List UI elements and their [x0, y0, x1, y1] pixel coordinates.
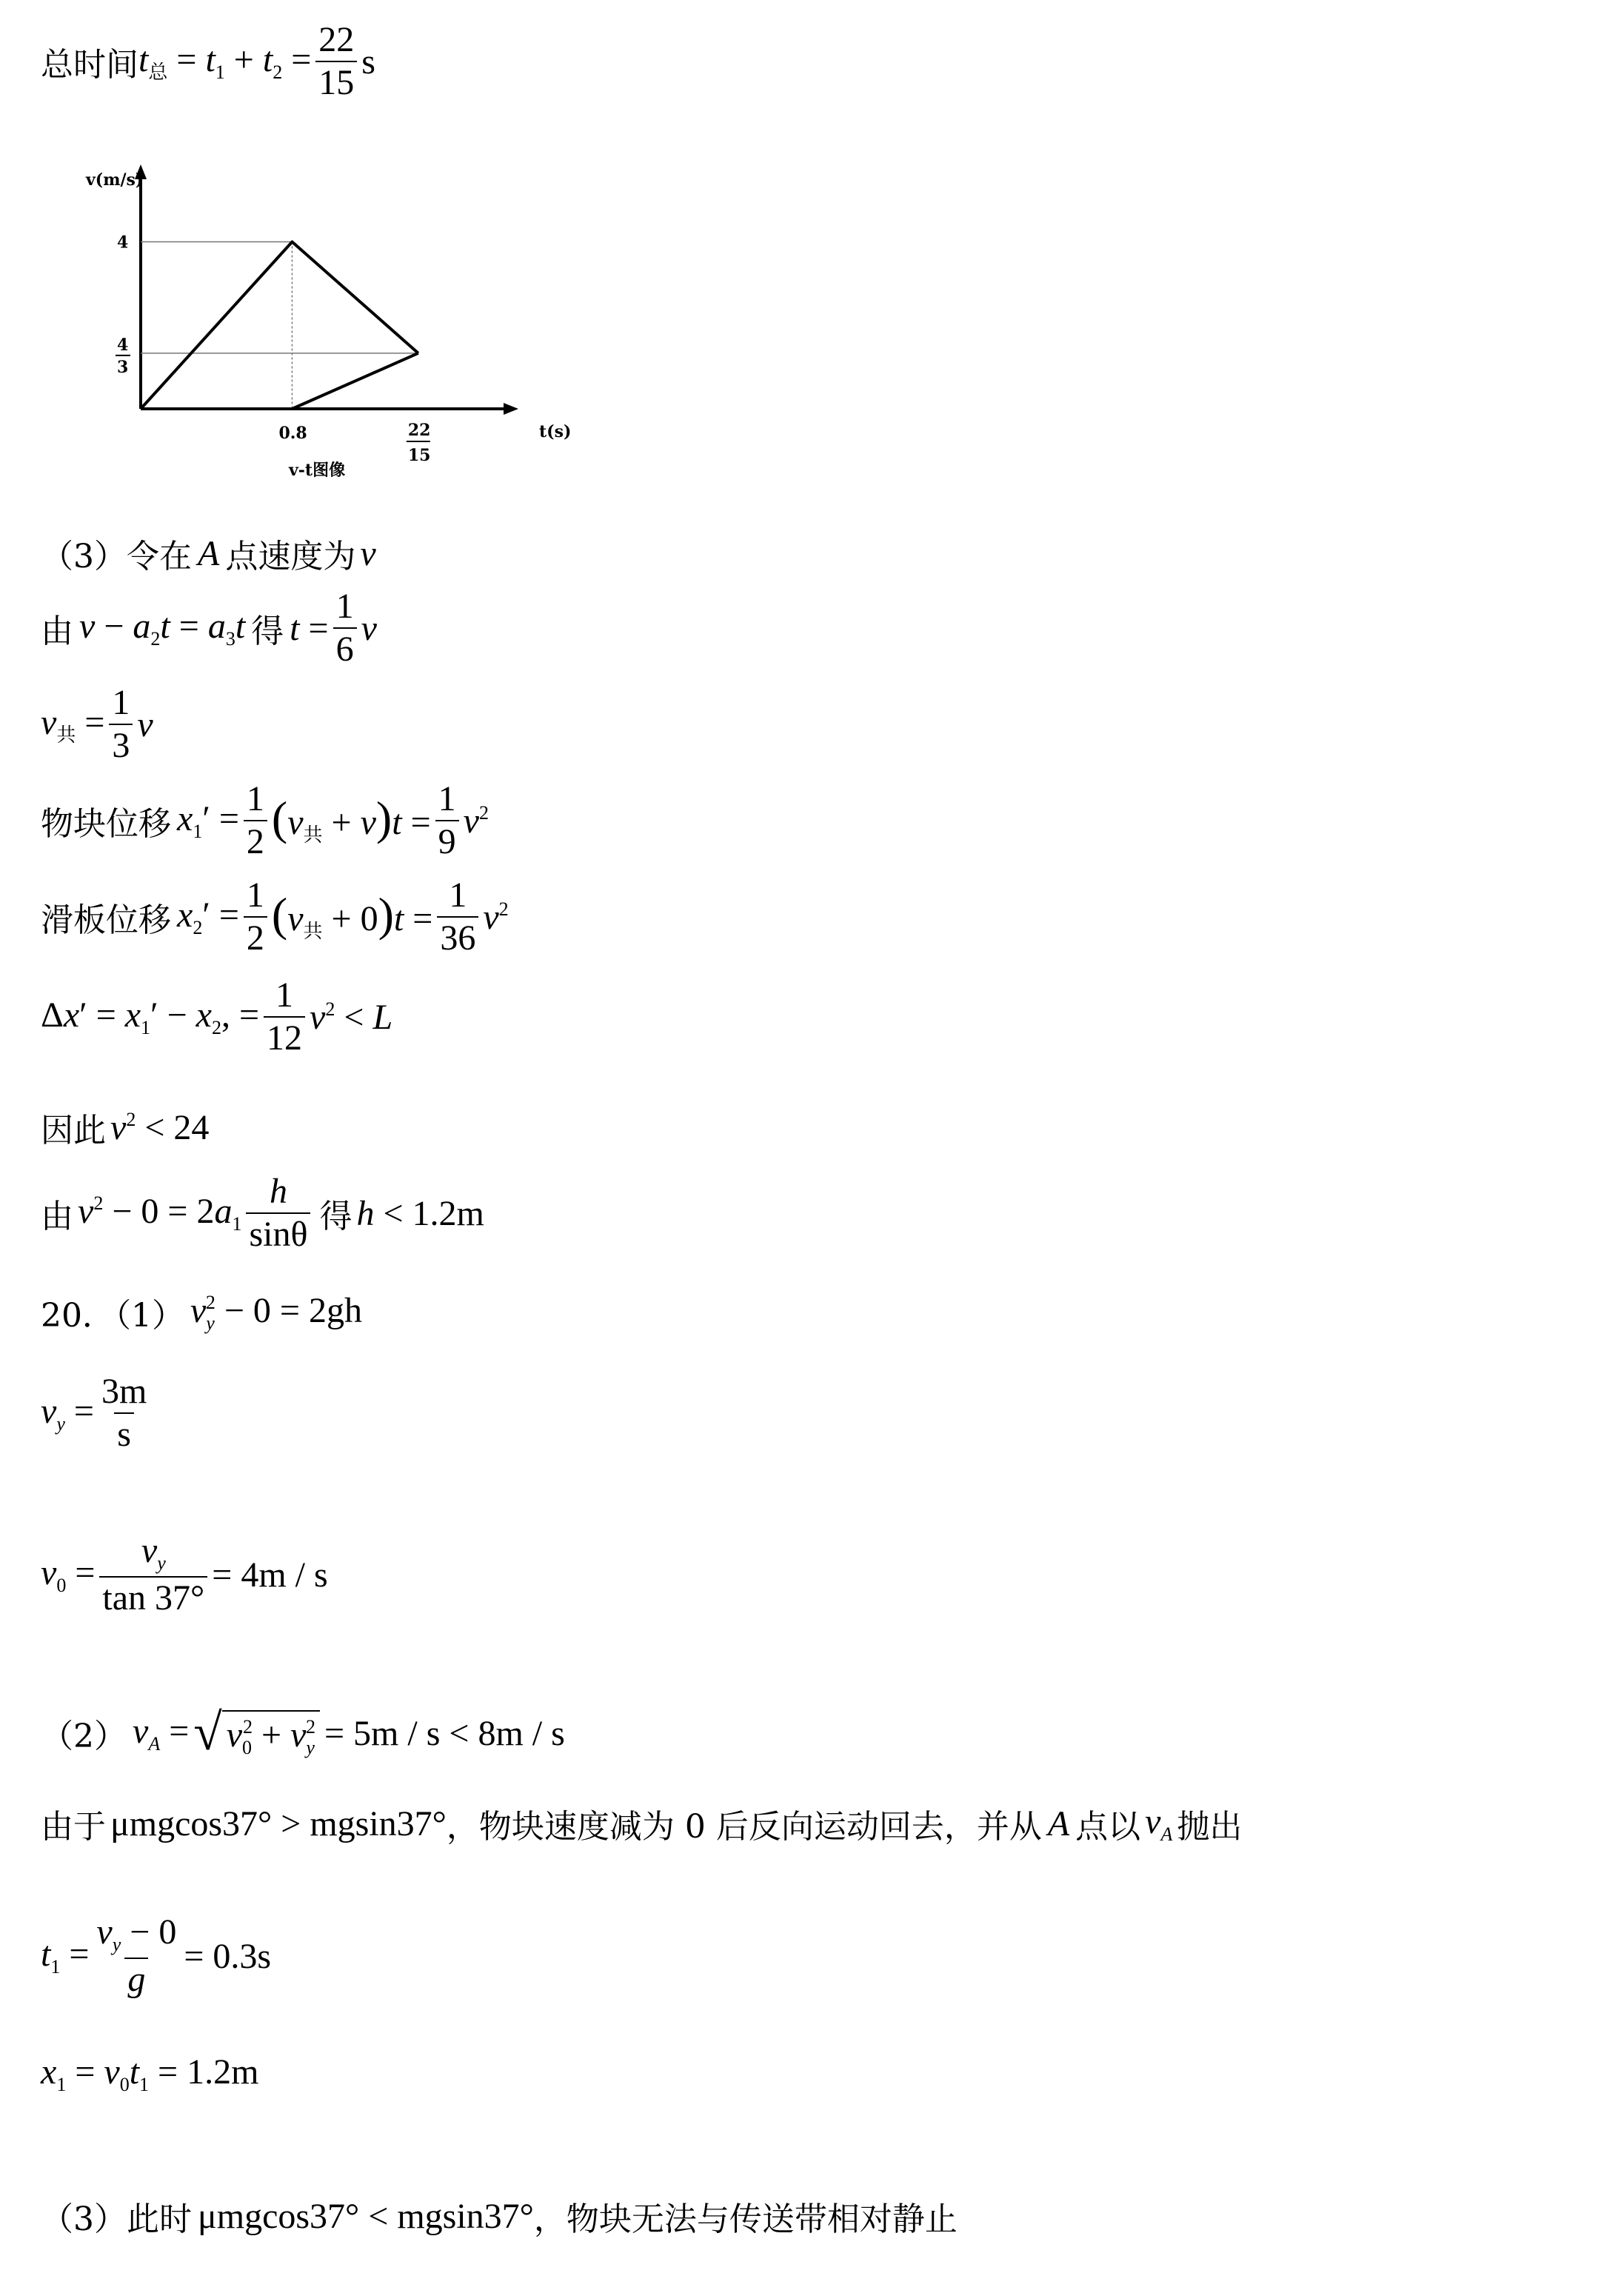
total-time-label: 总时间 [41, 46, 138, 84]
frac-den: g [124, 1958, 148, 1998]
series-line-0 [141, 242, 418, 409]
var-v: v [360, 533, 376, 573]
frac-num: $v_y - 0$ [96, 1912, 177, 1955]
eq-x1-line [41, 781, 489, 860]
frac-den: 2 [244, 820, 267, 860]
reason-prefix: 由于 [41, 1808, 106, 1846]
zero: 0 [360, 898, 378, 938]
eq-x1-left: $x_1'$ = [177, 799, 239, 842]
eq-h-left: $v^2 - 0 = 2a_1$ [78, 1192, 242, 1235]
eq-vgong-line [41, 685, 153, 764]
eq-vy-left: $v_y$ = [41, 1392, 94, 1435]
eq-t-line [41, 589, 377, 667]
eq-x2-v2: $v^2$ [483, 897, 509, 937]
q20-1-expr: $v_y^2 - 0 = 2gh$ [190, 1291, 362, 1334]
reason-text: ，物块速度减为 0 后反向运动回去，并从 [446, 1808, 1042, 1846]
eq-dx-left: $\Delta x' = x_1' - x_2$, = [41, 995, 260, 1038]
eq-vgong-left: $v_共$ = [41, 702, 105, 746]
frac-num: 22 [318, 20, 355, 59]
frac-num: 1 [112, 683, 130, 722]
eq-t-right: t = [290, 608, 329, 648]
frac-den: 6 [333, 627, 357, 667]
point-a: A [198, 533, 220, 573]
eq-h-right: h < 1.2m [356, 1193, 484, 1233]
chart-title: v-t图像 [289, 461, 346, 480]
eq-x1b-expr: $x_1 = v_0t_1 = 1.2m$ [41, 2052, 259, 2095]
gong-sub: 共 [56, 724, 76, 746]
q3-intro-line [41, 530, 376, 577]
frac-den: s [114, 1412, 134, 1452]
q20-1-rhs: 2gh [308, 1291, 362, 1330]
eq-t1-line [41, 1912, 272, 1999]
eq-v0-right: = 4m / s [212, 1555, 328, 1595]
frac-den: 12 [264, 1016, 305, 1056]
frac-den: tan 37° [99, 1576, 207, 1616]
reason-text2: 点以 [1075, 1808, 1141, 1846]
frac-den: 2 [244, 916, 267, 956]
unit-s: s [361, 41, 375, 81]
series-line-1 [292, 353, 418, 409]
q20-1-label: 20．（1） [41, 1297, 184, 1335]
sqrt-body: $v_0^2 + v_y^2$ [222, 1710, 320, 1759]
x-tick-0.8: 0.8 [278, 424, 307, 443]
q3-mid-text: 点速度为 [225, 538, 356, 575]
eq-v2-line [41, 1104, 209, 1151]
eq-t1-res: = 0.3s [184, 1936, 272, 1976]
eq-x1b-line [41, 2052, 258, 2096]
eq-x1b-res: 1.2m [187, 2052, 259, 2092]
eq-x2-prefix: 滑板位移 [41, 901, 171, 939]
q20-2-left: $v_A$ = [133, 1712, 190, 1755]
eq-t-word: 得 [251, 613, 284, 650]
eq-dx-right: $v^2 < L$ [310, 997, 393, 1037]
eq-vy-frac [98, 1374, 150, 1452]
x-axis-arrow [504, 403, 518, 415]
q20-3-line [41, 2192, 958, 2240]
eq-vy-line [41, 1374, 154, 1452]
eq-h-frac [246, 1174, 310, 1252]
eq-h-res: 1.2m [412, 1193, 484, 1233]
frac-den: 36 [437, 916, 478, 956]
eq-h-word: 得 [319, 1198, 352, 1235]
vy-sub: y [157, 1552, 166, 1574]
eq-x2-mid: $(v_共 + 0)t$ = [271, 887, 433, 942]
q3-label: （3）令在 [41, 538, 192, 575]
frac-den: sinθ [246, 1212, 310, 1252]
eq-x2-frac [244, 875, 267, 958]
frac-num: 1 [335, 587, 354, 626]
chart-root [116, 164, 518, 465]
eq-v0-line [41, 1533, 328, 1616]
eq-dx-frac [264, 975, 305, 1058]
point-a-2: A [1047, 1803, 1070, 1843]
reason-line [41, 1800, 1242, 1847]
q20-3-inequality: μmgcos37° < mgsin37° [198, 2196, 534, 2236]
total-time-fraction [315, 22, 357, 101]
reason-end: 抛出 [1177, 1808, 1243, 1846]
frac-num: 1 [246, 779, 264, 818]
y-tick-4: 4 [117, 233, 129, 253]
vt-chart [81, 163, 585, 481]
eq-x2-left: $x_2'$ = [177, 895, 239, 938]
q20-3-text: ，物块无法与传送带相对静止 [533, 2200, 958, 2238]
total-time-eq-left: $t_总 = t_1 + t_2$ = [138, 39, 312, 83]
q20-1-line [41, 1289, 362, 1336]
eq-dx-line [41, 975, 393, 1058]
frac-num: 1 [438, 779, 456, 818]
eq-v0-frac [99, 1533, 207, 1616]
eq-h-line [41, 1174, 484, 1252]
eq-v2-prefix: 因此 [41, 1112, 106, 1149]
chart-xlabel: t(s) [539, 422, 572, 441]
y-tick-43-den: 3 [117, 357, 129, 377]
frac-num: h [269, 1172, 287, 1211]
eq-x2-line [41, 875, 509, 958]
sqrt-expr [193, 1704, 320, 1761]
eq-t1-left: $t_1$ = [41, 1935, 90, 1978]
eq-t-frac [333, 589, 357, 667]
chart-ylabel: v(m/s) [86, 170, 144, 190]
eq-t-prefix: 由 [41, 613, 73, 650]
q20-2-res: 5m / s < 8m / s [353, 1713, 565, 1753]
q20-2-line [41, 1704, 565, 1761]
eq-t1-num: − 0 [130, 1912, 177, 1952]
eq-t-v: v [361, 608, 377, 648]
reason-inequality: μmgcos37° > mgsin37° [110, 1803, 447, 1843]
eq-v0-left: $v_0$ = [41, 1553, 96, 1596]
q20-2-right: = 5m / s < 8m / s [324, 1713, 565, 1753]
y-tick-43-num: 4 [117, 335, 129, 355]
eq-x1-frac [244, 781, 267, 860]
frac-num: 3m [101, 1372, 147, 1411]
eq-x1-prefix: 物块位移 [41, 805, 171, 843]
eq-x1-v2: $v^2$ [463, 801, 489, 841]
frac-num: 1 [246, 875, 264, 915]
total-time-line [41, 22, 375, 101]
eq-v0-res: 4m / s [241, 1555, 328, 1595]
sqrt-sign: √ [193, 1704, 222, 1761]
frac-den: 9 [435, 820, 459, 860]
eq-t1-frac [93, 1912, 179, 1999]
frac-den: 3 [109, 724, 133, 764]
eq-v2-val: 24 [173, 1107, 210, 1147]
eq-x2-frac2 [437, 875, 478, 958]
frac-num: $v_y$ [141, 1531, 166, 1574]
x-tick-22-den: 15 [407, 446, 431, 465]
frac-num: 1 [449, 875, 467, 915]
frac-num: 1 [275, 975, 294, 1015]
eq-vgong-frac [109, 685, 133, 764]
frac-den: 15 [315, 61, 357, 101]
eq-x1-mid: $(v_共 + v)t$ = [271, 791, 431, 846]
eq-h-prefix: 由 [41, 1198, 73, 1235]
q20-3-label: （3）此时 [41, 2200, 192, 2238]
q20-2-label: （2） [41, 1718, 127, 1755]
eq-v2-expr: $v^2 < 24$ [110, 1107, 210, 1147]
reason-va: $v_A$ [1145, 1802, 1173, 1845]
var-L: L [372, 997, 393, 1037]
x-tick-22-num: 22 [407, 421, 431, 440]
eq-vgong-v: v [137, 704, 153, 744]
eq-x1-frac2 [435, 781, 459, 860]
eq-t-left: $v - a_2t = a_3t$ [79, 607, 246, 650]
